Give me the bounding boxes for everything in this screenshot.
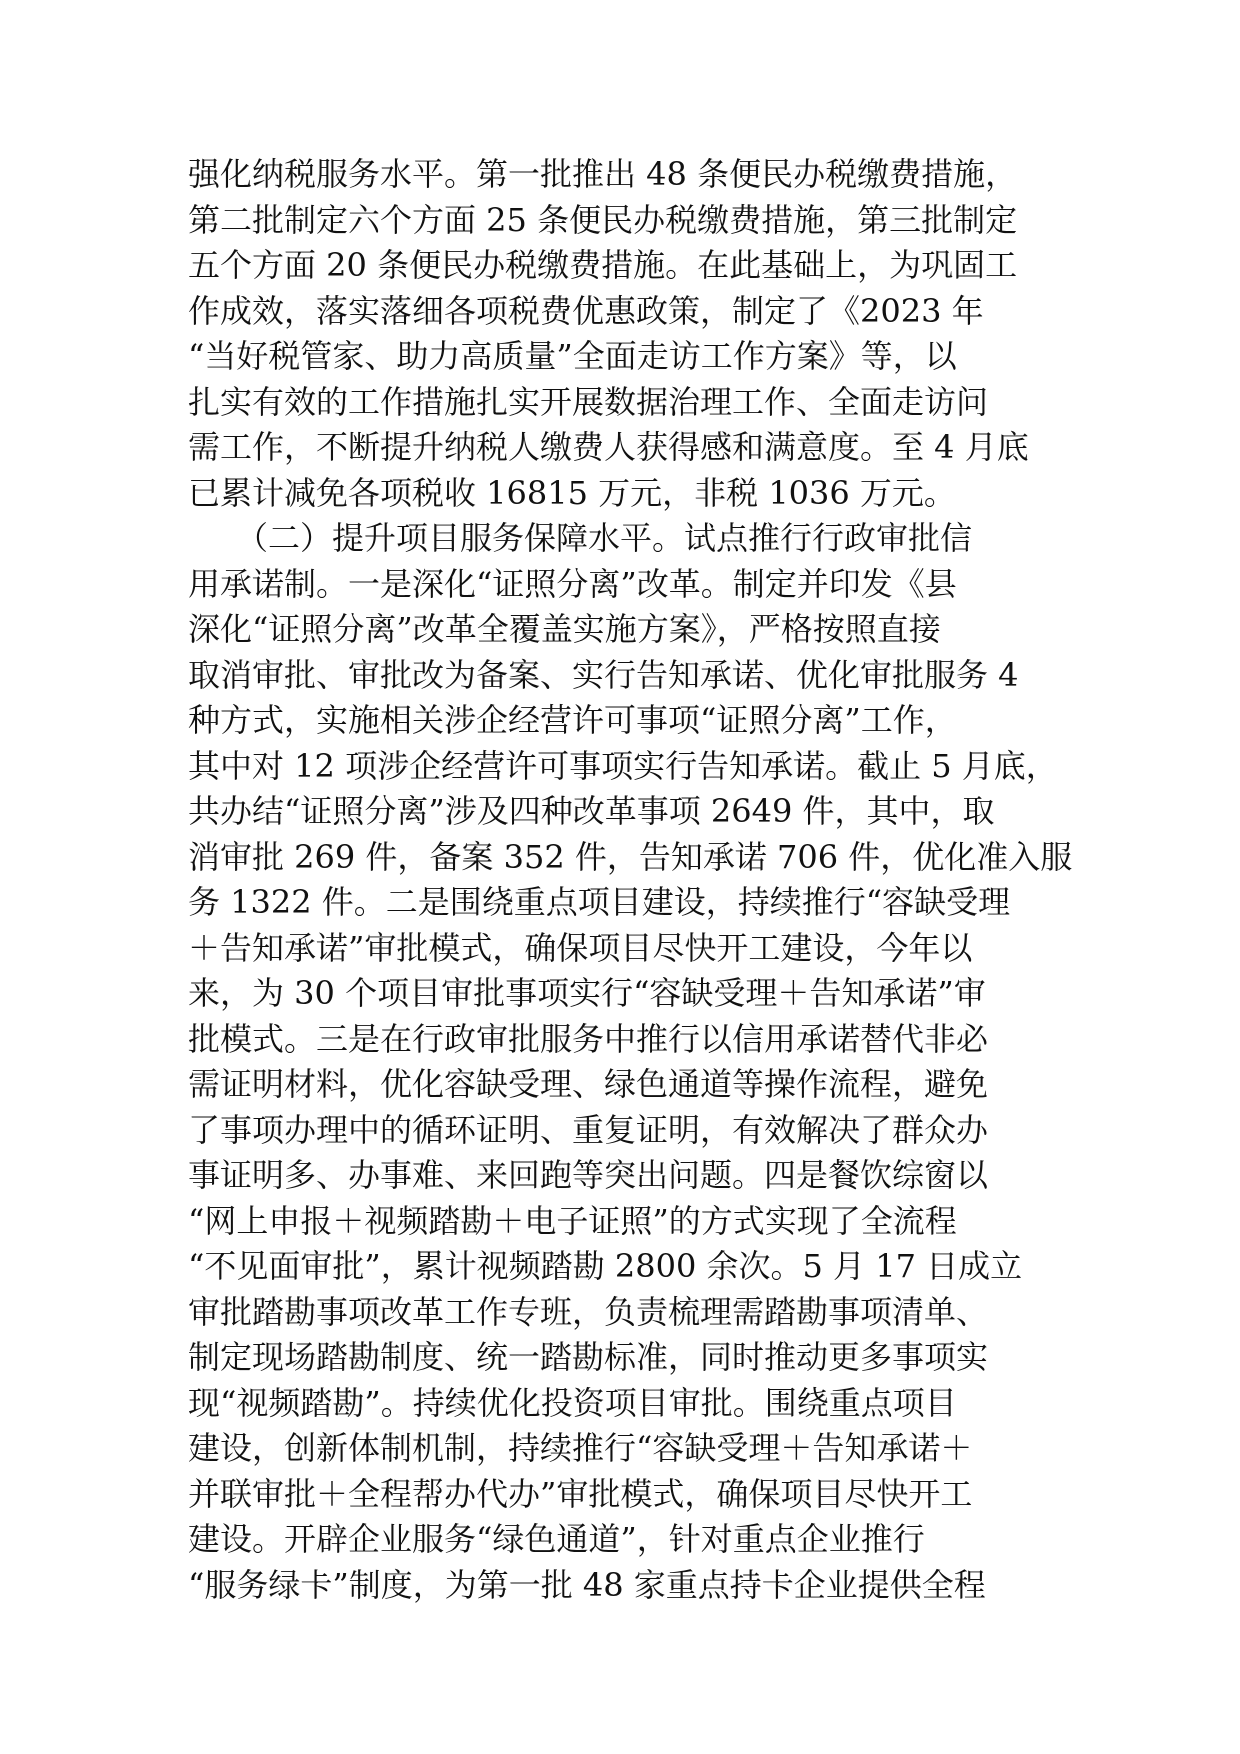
text-line: 扎实有效的工作措施扎实开展数据治理工作、全面走访问 — [188, 382, 989, 421]
text-line: “当好税管家、助力高质量”全面走访工作方案》等，以 — [188, 337, 957, 375]
text-line: 用承诺制。一是深化“证照分离”改革。制定并印发《县 — [188, 564, 957, 603]
text-line: 作成效，落实落细各项税费优惠政策，制定了《2023 年 — [188, 291, 984, 330]
text-line: 现“视频踏勘”。持续优化投资项目审批。围绕重点项目 — [188, 1383, 957, 1422]
text-line: 建设。开辟企业服务“绿色通道”，针对重点企业推行 — [188, 1520, 925, 1558]
text-line: 需证明材料，优化容缺受理、绿色通道等操作流程，避免 — [188, 1065, 989, 1103]
text-line: 了事项办理中的循环证明、重复证明，有效解决了群众办 — [188, 1110, 989, 1149]
text-line: （二）提升项目服务保障水平。试点推行行政审批信 — [188, 519, 973, 557]
text-line: “服务绿卡”制度，为第一批 48 家重点持卡企业提供全程 — [188, 1565, 986, 1604]
text-line: 共办结“证照分离”涉及四种改革事项 2649 件，其中，取 — [188, 792, 995, 830]
text-line: “网上申报＋视频踏勘＋电子证照”的方式实现了全流程 — [188, 1201, 957, 1240]
text-line: 已累计减免各项税收 16815 万元，非税 1036 万元。 — [188, 473, 956, 512]
text-line: 五个方面 20 条便民办税缴费措施。在此基础上，为巩固工 — [188, 246, 1018, 284]
body-text — [188, 152, 1088, 1608]
text-line: “不见面审批”，累计视频踏勘 2800 余次。5 月 17 日成立 — [188, 1247, 1023, 1285]
text-line: 第二批制定六个方面 25 条便民办税缴费措施，第三批制定 — [188, 200, 1018, 239]
text-line: 需工作，不断提升纳税人缴费人获得感和满意度。至 4 月底 — [188, 428, 1029, 466]
text-line: 务 1322 件。二是围绕重点项目建设，持续推行“容缺受理 — [188, 883, 1011, 921]
text-line: 强化纳税服务水平。第一批推出 48 条便民办税缴费措施， — [188, 155, 1018, 193]
text-line: 审批踏勘事项改革工作专班，负责梳理需踏勘事项清单、 — [188, 1292, 989, 1331]
text-line: 种方式，实施相关涉企经营许可事项“证照分离”工作， — [188, 701, 957, 739]
text-line: 事证明多、办事难、来回跑等突出问题。四是餐饮综窗以 — [188, 1156, 989, 1194]
text-line: 来，为 30 个项目审批事项实行“容缺受理＋告知承诺”审 — [188, 974, 986, 1012]
text-line: 取消审批、审批改为备案、实行告知承诺、优化审批服务 4 — [188, 655, 1019, 694]
text-line: 深化“证照分离”改革全覆盖实施方案》，严格按照直接 — [188, 610, 941, 648]
text-line: 批模式。三是在行政审批服务中推行以信用承诺替代非必 — [188, 1019, 989, 1058]
text-line: 消审批 269 件，备案 352 件，告知承诺 706 件，优化准入服 — [188, 837, 1073, 876]
text-line: 制定现场踏勘制度、统一踏勘标准，同时推动更多事项实 — [188, 1338, 989, 1376]
text-line: ＋告知承诺”审批模式，确保项目尽快开工建设，今年以 — [188, 928, 973, 967]
text-line: 其中对 12 项涉企经营许可事项实行告知承诺。截止 5 月底， — [188, 746, 1058, 785]
text-line: 并联审批＋全程帮办代办”审批模式，确保项目尽快开工 — [188, 1474, 973, 1513]
text-line: 建设，创新体制机制，持续推行“容缺受理＋告知承诺＋ — [188, 1429, 973, 1467]
